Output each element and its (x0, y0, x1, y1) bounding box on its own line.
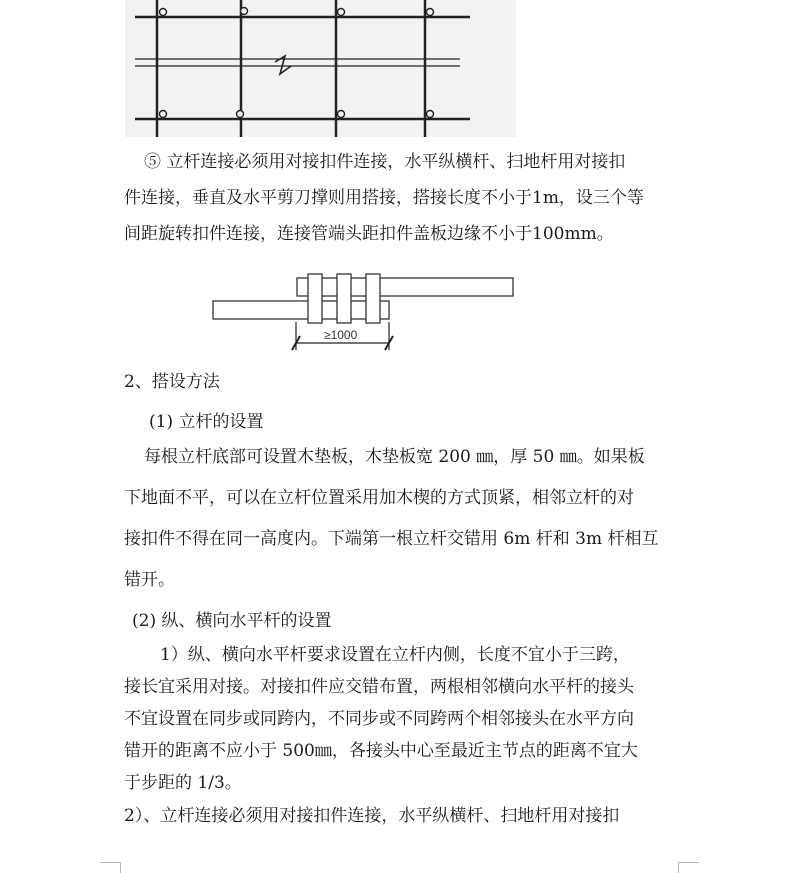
item2-line: 2）、立杆连接必须用对接扣件连接，水平纵横杆、扫地杆用对接扣 (124, 806, 620, 826)
page-corner-mark-left (100, 862, 121, 873)
text-line: 间距旋转扣件连接，连接管端头距扣件盖板边缘不小于100mm。 (124, 224, 614, 244)
text-line: 接长宜采用对接。对接扣件应交错布置，两根相邻横向水平杆的接头 (124, 677, 634, 697)
subsection-heading-1: (1) 立杆的设置 (149, 412, 264, 432)
text-line: 每根立杆底部可设置木垫板，木垫板宽 200 ㎜，厚 50 ㎜。如果板 (144, 447, 645, 467)
text-line: 接扣件不得在同一高度内。下端第一根立杆交错用 6m 杆和 3m 杆相互 (124, 529, 659, 549)
text-line: 错开。 (124, 570, 175, 590)
section-heading: 2、搭设方法 (124, 372, 220, 392)
horizontal-bar-paragraph (124, 639, 680, 799)
text-line: 下地面不平，可以在立杆位置采用加木楔的方式顶紧，相邻立杆的对 (124, 488, 634, 508)
text-line: 不宜设置在同步或同跨内，不同步或不同跨两个相邻接头在水平方向 (124, 709, 634, 729)
lap-joint-diagram (206, 266, 526, 356)
dimension-label: ≥1000 (324, 328, 358, 342)
text-line: 错开的距离不应小于 500㎜，各接头中心至最近主节点的距离不宜大 (124, 741, 638, 761)
scaffold-joint-diagram (125, 0, 516, 137)
upright-setup-paragraph (124, 437, 680, 601)
text-line: ⑤ 立杆连接必须用对接扣件连接，水平纵横杆、扫地杆用对接扣 (144, 152, 626, 172)
text-line: 1）纵、横向水平杆要求设置在立杆内侧，长度不宜小于三跨， (160, 645, 630, 665)
subsection-heading-2: (2) 纵、横向水平杆的设置 (132, 611, 332, 631)
item5-paragraph (124, 144, 680, 252)
text-line: 于步距的 1/3。 (124, 773, 242, 793)
text-line: 件连接，垂直及水平剪刀撑则用搭接，搭接长度不小于1m，设三个等 (124, 188, 644, 208)
page-corner-mark-right (678, 862, 699, 873)
